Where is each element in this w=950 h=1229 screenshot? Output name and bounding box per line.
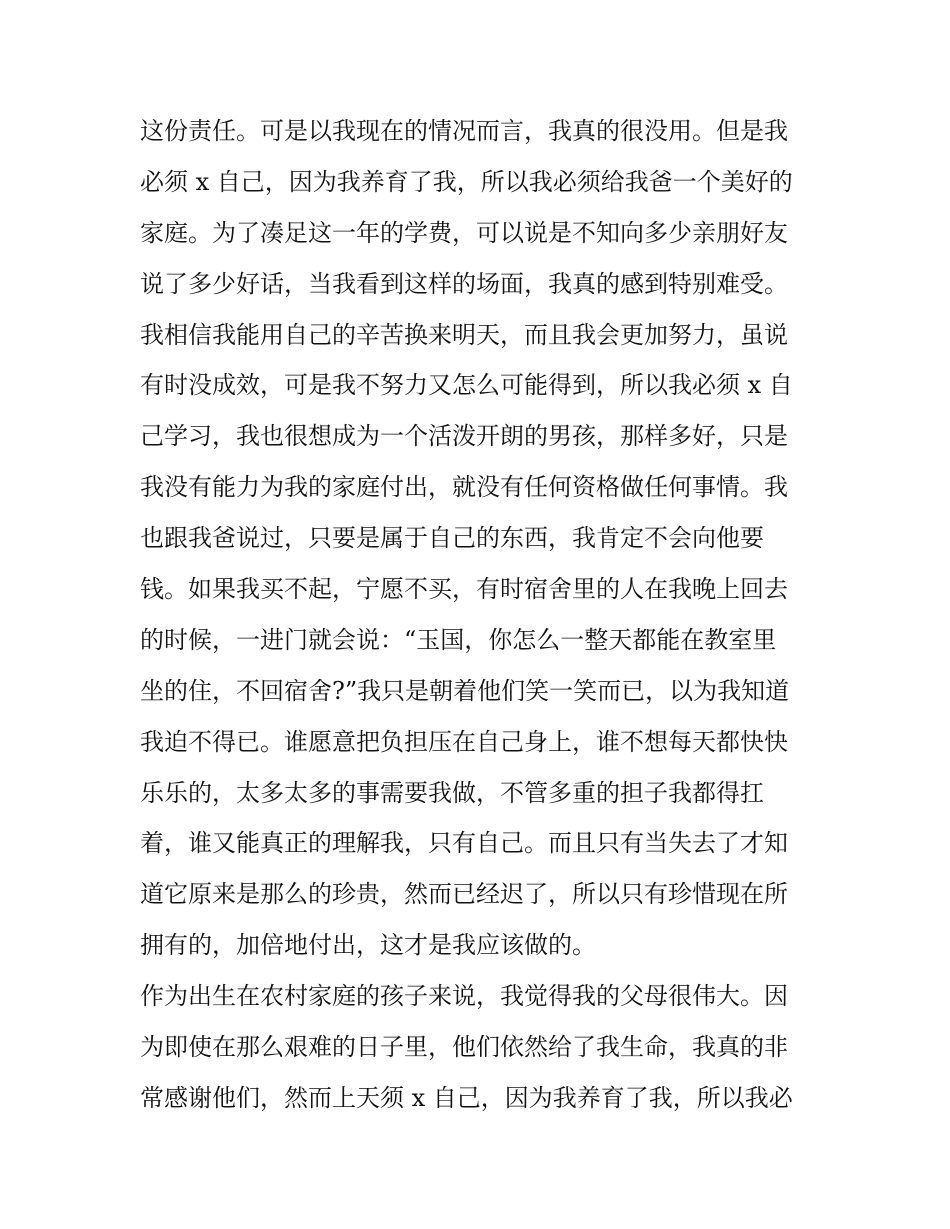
text-line: 我相信我能用自己的辛苦换来明天，而且我会更加努力，虽说 (140, 320, 788, 349)
text-line: 我没有能力为我的家庭付出，就没有任何资格做任何事情。我 (140, 473, 788, 502)
text-line: 己学习，我也很想成为一个活泼开朗的男孩，那样多好，只是 (140, 422, 788, 451)
text-line: 拥有的，加倍地付出，这才是我应该做的。 (140, 931, 596, 960)
text-line: 说了多少好话，当我看到这样的场面，我真的感到特别难受。 (140, 269, 788, 298)
text-line: 钱。如果我买不起，宁愿不买，有时宿舍里的人在我晚上回去 (140, 575, 788, 604)
text-line: 我迫不得已。谁愿意把负担压在自己身上，谁不想每天都快快 (140, 727, 788, 756)
text-line: 也跟我爸说过，只要是属于自己的东西，我肯定不会向他要 (140, 524, 764, 553)
text-line: 的时候，一进门就会说：“玉国，你怎么一整天都能在教室里 (140, 625, 777, 654)
text-line: 坐的住，不回宿舍?”我只是朝着他们笑一笑而已，以为我知道 (140, 676, 790, 705)
text-line: 道它原来是那么的珍贵，然而已经迟了，所以只有珍惜现在所 (140, 880, 788, 909)
text-line: 为即使在那么艰难的日子里，他们依然给了我生命，我真的非 (140, 1033, 788, 1062)
text-line: 有时没成效，可是我不努力又怎么可能得到，所以我必须 x 自 (140, 371, 793, 400)
text-line: 乐乐的，太多太多的事需要我做，不管多重的担子我都得扛 (140, 778, 764, 807)
text-line: 作为出生在农村家庭的孩子来说，我觉得我的父母很伟大。因 (140, 982, 788, 1011)
text-line: 家庭。为了凑足这一年的学费，可以说是不知向多少亲朋好友 (140, 218, 788, 247)
essay-text (140, 106, 820, 1124)
text-line: 必须 x 自己，因为我养育了我，所以我必须给我爸一个美好的 (140, 167, 793, 196)
text-line: 常感谢他们，然而上天须 x 自己，因为我养育了我，所以我必 (140, 1083, 793, 1112)
text-line: 着，谁又能真正的理解我，只有自己。而且只有当失去了才知 (140, 829, 788, 858)
text-line: 这份责任。可是以我现在的情况而言，我真的很没用。但是我 (140, 117, 788, 145)
